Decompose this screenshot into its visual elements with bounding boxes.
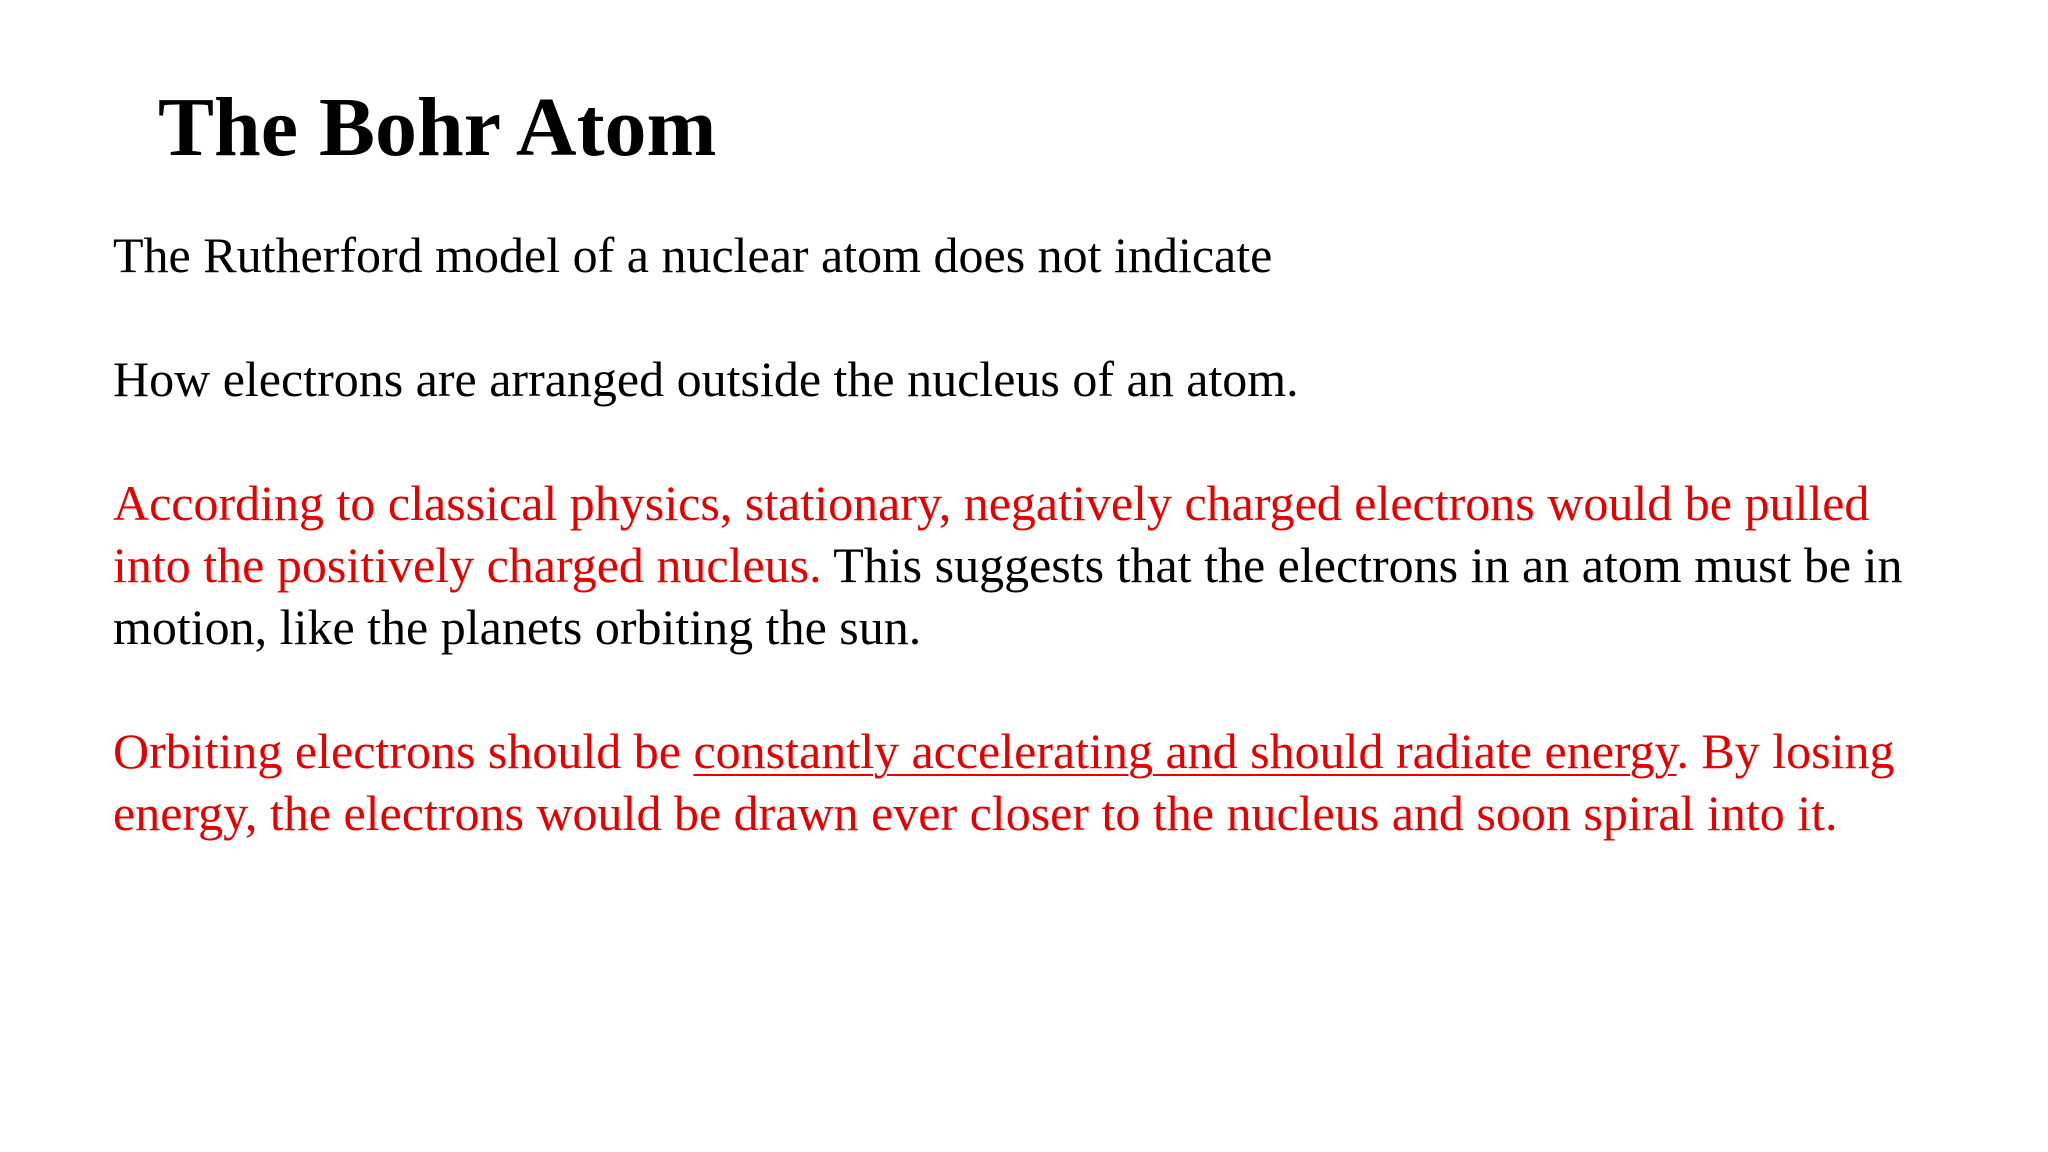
paragraph-spacer [113, 658, 1993, 720]
classical-physics-line-1: According to classical physics, stationary, negatively charged electrons would be pulled [113, 475, 1870, 531]
orbiting-electrons-tail: . By losing [1676, 723, 1895, 779]
orbiting-electrons-line-2: energy, the electrons would be drawn ever closer to the nucleus and soon spiral into it. [113, 785, 1838, 841]
slide-body [113, 224, 1993, 844]
motion-suggestion-phrase: This suggests that the electrons in an atom must be in [821, 537, 1903, 593]
paragraph-spacer [113, 410, 1993, 472]
slide-title: The Bohr Atom [158, 81, 717, 174]
classical-physics-line-3: motion, like the planets orbiting the sun. [113, 599, 922, 655]
positive-nucleus-phrase: into the positively charged nucleus. [113, 537, 822, 593]
orbiting-electrons-lead: Orbiting electrons should be [113, 723, 694, 779]
orbiting-electrons-line-1 [113, 720, 1993, 782]
paragraph-rutherford: The Rutherford model of a nuclear atom does not indicate [113, 227, 1273, 283]
paragraph-classical-physics [113, 472, 1993, 658]
classical-physics-line-2 [113, 534, 1993, 596]
paragraph-electron-arrangement: How electrons are arranged outside the nucleus of an atom. [113, 351, 1299, 407]
paragraph-spacer [113, 286, 1993, 348]
paragraph-orbiting-electrons [113, 720, 1993, 844]
underlined-phrase: constantly accelerating and should radiate energy [693, 723, 1677, 779]
